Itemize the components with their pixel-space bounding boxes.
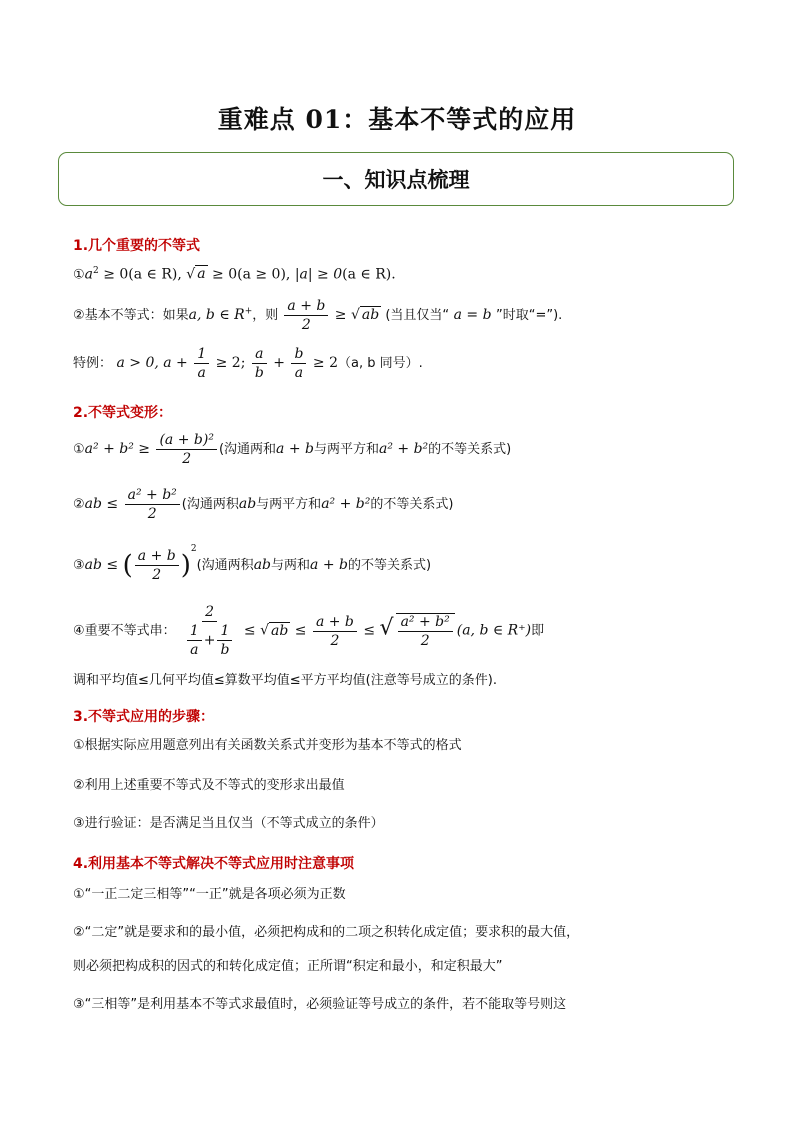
s2-line-5: 调和平均值≤几何平均值≤算数平均值≤平方平均值(注意等号成立的条件). <box>73 673 497 688</box>
s3-item: ②利用上述重要不等式及不等式的变形求出最值 <box>73 778 345 793</box>
s2-line-1: ①a² + b² ≥ $\frac{\text{(a + b)²}}{2}$ (沟通两和a + b与两平方和a² + b²的不等关系式) <box>73 432 512 467</box>
s2-line-4: ④重要不等式串： 2 $\frac{1}{a}$ + $\frac{1}{b}$ ≤ √ ab ≤ $\frac{a + b}{2}$ ≤ √ $\frac{\text{a² + b²}}{2}$ (a, b ∈ R⁺)即 <box>73 604 545 658</box>
s2-line-2: ②ab ≤ $\frac{\text{a² + b²}}{2}$ (沟通两积ab与两平方和a² + b²的不等关系式) <box>73 487 454 522</box>
section-header-box <box>58 152 734 206</box>
section-title: 一、知识点梳理 <box>322 167 470 192</box>
s1-line-1: $①a^2 \ge 0(a$ ∈ R), √ a ≥ 0(a ≥ 0), |a| ≥ 0(a ∈ R). <box>73 266 396 283</box>
s3-item: ①根据实际应用题意列出有关函数关系式并变形为基本不等式的格式 <box>73 738 462 753</box>
s3-item: ③进行验证：是否满足当且仅当（不等式成立的条件） <box>73 816 384 831</box>
s2-line-3: ③ab ≤ ( $\frac{a + b}{2}$ )$^2$(沟通两积ab与两和a + b的不等关系式) <box>73 544 432 583</box>
heading-2: 2.不等式变形： <box>73 405 173 421</box>
heading-4: 4.利用基本不等式解决不等式应用时注意事项 <box>73 856 355 872</box>
heading-3: 3.不等式应用的步骤： <box>73 709 215 725</box>
heading-1: 1.几个重要的不等式 <box>73 238 201 254</box>
s4-item: 则必须把构成积的因式的和转化成定值；正所谓“积定和最小，和定积最大” <box>73 959 503 974</box>
document-title: 重难点 01：基本不等式的应用 <box>217 105 577 134</box>
s4-item: ②“二定”就是要求和的最小值，必须把构成和的二项之积转化成定值；要求积的最大值， <box>73 925 580 940</box>
s1-line-3: 特例： a > 0, a + $\frac{1}{a}$ ≥ 2; $\frac{a}{b}$ + $\frac{b}{a}$ ≥ 2（a, b 同号）. <box>73 346 423 381</box>
s1-line-2: ②基本不等式：如果a, b ∈ R+，则 $\frac{a + b}{2}$ ≥ √ ab (当且仅当“ a = b ”时取“=”). <box>73 298 563 333</box>
s4-item: ①“一正二定三相等”“一正”就是各项必须为正数 <box>73 887 346 902</box>
s4-item: ③“三相等”是利用基本不等式求最值时，必须验证等号成立的条件，若不能取等号则这 <box>73 997 567 1012</box>
